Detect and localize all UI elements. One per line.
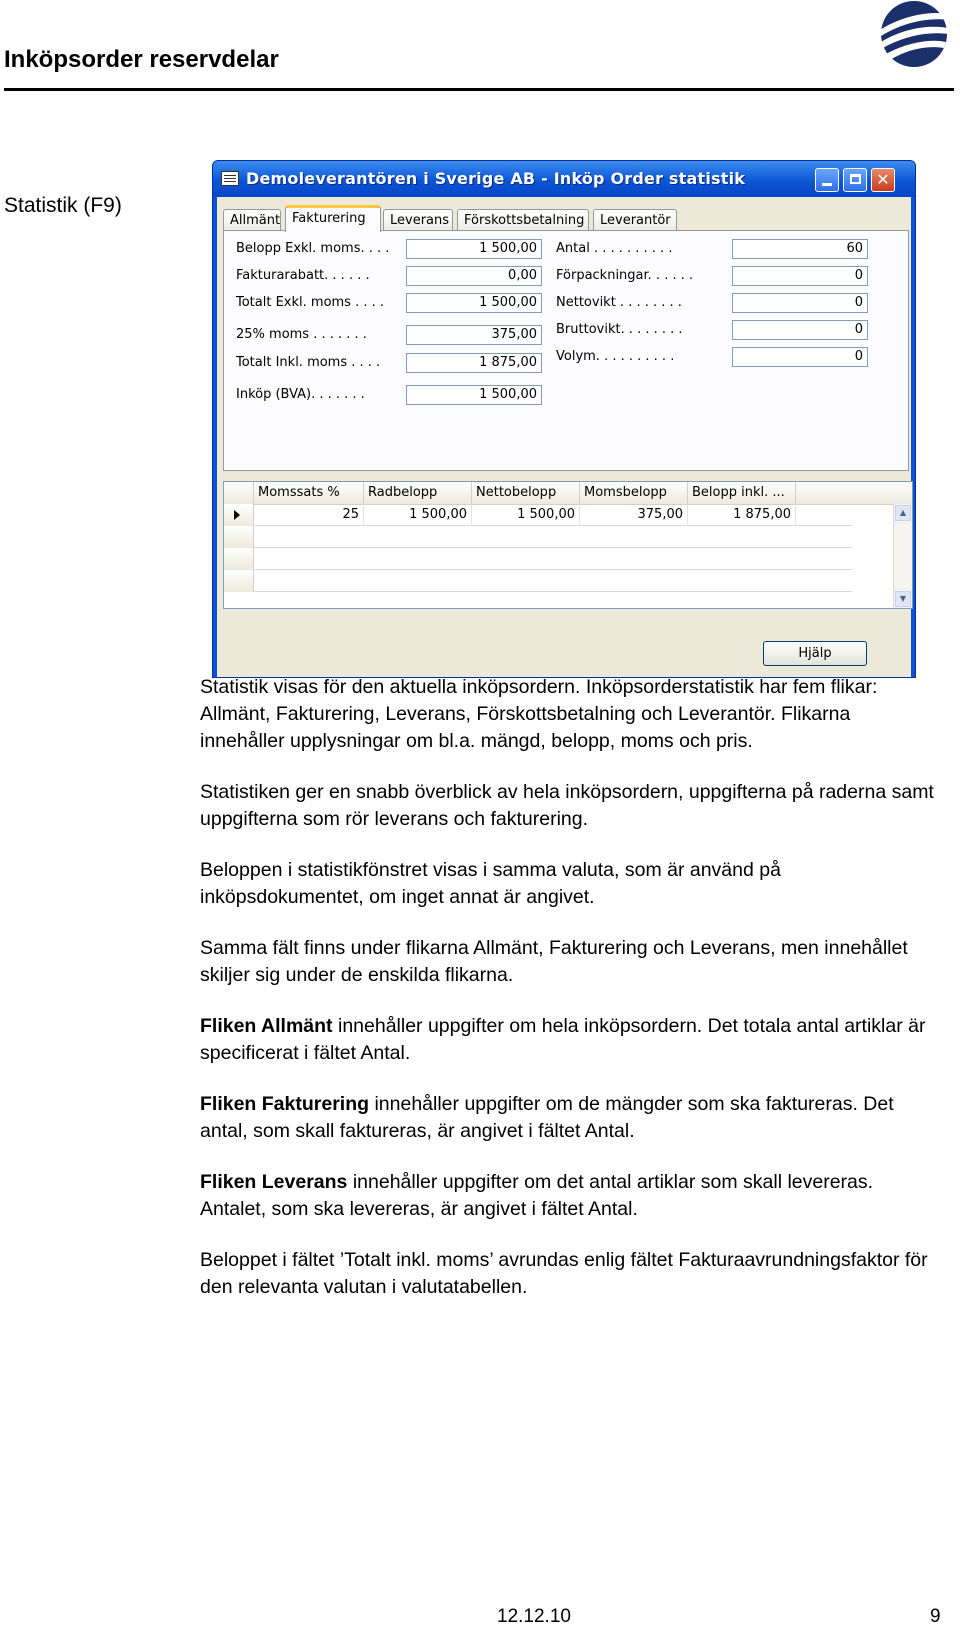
tab-forskottsbetalning[interactable]: Förskottsbetalning bbox=[457, 209, 589, 231]
grid-cell[interactable]: 25 bbox=[254, 504, 364, 526]
field-value[interactable]: 375,00 bbox=[406, 325, 542, 345]
field-label: Totalt Exkl. moms . . . . bbox=[236, 295, 385, 310]
paragraph-text: innehåller uppgifter om hela inköpsordern. Det totala antal artiklar är specificerat i fältet Antal. bbox=[200, 1015, 926, 1064]
window-title: Demoleverantören i Sverige AB - Inköp Order statistik bbox=[246, 169, 746, 188]
field-value[interactable]: 0 bbox=[732, 293, 868, 313]
paragraph-text: innehåller uppgifter om de mängder som ska faktureras. Det antal, som skall faktureras, är angivet i fältet Antal. bbox=[200, 1093, 894, 1142]
paragraph: Samma fält finns under flikarna Allmänt, Fakturering och Leverans, men innehållet skiljer sig under de enskilda flikarna. bbox=[200, 937, 908, 986]
field-value[interactable]: 1 500,00 bbox=[406, 385, 542, 405]
field-label: Antal . . . . . . . . . . bbox=[556, 241, 673, 256]
field-value[interactable]: 1 500,00 bbox=[406, 239, 542, 259]
paragraph bbox=[200, 1091, 940, 1145]
grid-cell[interactable]: 1 500,00 bbox=[472, 504, 580, 526]
field-label: Totalt Inkl. moms . . . . bbox=[236, 355, 381, 370]
window-titlebar[interactable] bbox=[213, 161, 915, 197]
page-title: Inköpsorder reservdelar bbox=[4, 46, 279, 73]
field-label: Förpackningar. . . . . . bbox=[556, 268, 694, 283]
company-logo bbox=[878, 0, 950, 68]
field-value[interactable]: 0 bbox=[732, 347, 868, 367]
grid-cell[interactable]: 1 875,00 bbox=[688, 504, 796, 526]
close-icon: ✕ bbox=[876, 170, 890, 189]
paragraph-heading: Fliken Allmänt bbox=[200, 1015, 333, 1037]
field-label: Fakturarabatt. . . . . . bbox=[236, 268, 370, 283]
vat-grid bbox=[223, 481, 913, 609]
field-value[interactable]: 1 875,00 bbox=[406, 353, 542, 373]
tab-leverantor[interactable]: Leverantör bbox=[593, 209, 677, 231]
grid-cell[interactable]: 375,00 bbox=[580, 504, 688, 526]
footer-date: 12.12.10 bbox=[497, 1606, 571, 1627]
page-number: 9 bbox=[930, 1606, 941, 1627]
table-row[interactable] bbox=[224, 570, 852, 592]
paragraph: Beloppet i fältet ’Totalt inkl. moms’ avrundas enlig fältet Fakturaavrundningsfaktor för den relevanta valutan i valutatabellen. bbox=[200, 1249, 928, 1298]
current-row-icon bbox=[234, 510, 240, 520]
field-value[interactable]: 0,00 bbox=[406, 266, 542, 286]
paragraph: Statistik visas för den aktuella inköpsordern. Inköpsorderstatistik har fem flikar: Allmänt, Fakturering, Leverans, Förskottsbetalning och Leverantör. Flikarna innehåller upplysningar om bl.a. mängd, belopp, moms och pris. bbox=[200, 676, 878, 752]
grid-corner bbox=[224, 482, 254, 504]
table-row[interactable] bbox=[224, 548, 852, 570]
field-label: Bruttovikt. . . . . . . . bbox=[556, 322, 683, 337]
section-label: Statistik (F9) bbox=[4, 194, 122, 217]
tab-panel bbox=[223, 230, 909, 471]
field-value[interactable]: 1 500,00 bbox=[406, 293, 542, 313]
column-header[interactable]: Belopp inkl. ... bbox=[688, 482, 796, 504]
row-selector[interactable] bbox=[224, 548, 254, 570]
column-header[interactable]: Nettobelopp bbox=[472, 482, 580, 504]
window-body bbox=[217, 197, 911, 677]
grid-header bbox=[224, 482, 912, 505]
maximize-button[interactable] bbox=[843, 168, 867, 192]
title-divider bbox=[4, 88, 954, 91]
column-header[interactable]: Momssats % bbox=[254, 482, 364, 504]
field-label: 25% moms . . . . . . . bbox=[236, 327, 367, 342]
paragraph-heading: Fliken Fakturering bbox=[200, 1093, 370, 1115]
row-selector[interactable] bbox=[224, 504, 254, 526]
paragraph bbox=[200, 1169, 940, 1223]
scroll-up-icon[interactable]: ▲ bbox=[895, 505, 911, 521]
table-row[interactable] bbox=[224, 526, 852, 548]
window-form-icon bbox=[221, 171, 239, 186]
field-value[interactable]: 0 bbox=[732, 266, 868, 286]
column-header[interactable]: Momsbelopp bbox=[580, 482, 688, 504]
table-row[interactable] bbox=[224, 504, 852, 526]
scroll-down-icon[interactable]: ▼ bbox=[895, 591, 911, 607]
minimize-icon bbox=[822, 183, 832, 186]
statistics-window bbox=[212, 160, 916, 678]
minimize-button[interactable] bbox=[815, 168, 839, 192]
field-value[interactable]: 0 bbox=[732, 320, 868, 340]
field-label: Volym. . . . . . . . . . bbox=[556, 349, 675, 364]
paragraph: Beloppen i statistikfönstret visas i samma valuta, som är använd på inköpsdokumentet, om inget annat är angivet. bbox=[200, 859, 781, 908]
help-button[interactable]: Hjälp bbox=[763, 641, 867, 666]
field-label: Belopp Exkl. moms. . . . bbox=[236, 241, 390, 256]
field-label: Inköp (BVA). . . . . . . bbox=[236, 387, 365, 402]
tab-allmant[interactable]: Allmänt bbox=[223, 209, 281, 231]
field-label: Nettovikt . . . . . . . . bbox=[556, 295, 682, 310]
maximize-icon bbox=[850, 174, 861, 184]
close-button[interactable] bbox=[871, 168, 895, 192]
paragraph-heading: Fliken Leverans bbox=[200, 1171, 348, 1193]
paragraph bbox=[200, 1013, 940, 1067]
tab-fakturering[interactable]: Fakturering bbox=[285, 205, 381, 232]
row-selector[interactable] bbox=[224, 570, 254, 592]
row-selector[interactable] bbox=[224, 526, 254, 548]
tab-leverans[interactable]: Leverans bbox=[383, 209, 453, 231]
grid-cell[interactable]: 1 500,00 bbox=[364, 504, 472, 526]
paragraph: Statistiken ger en snabb överblick av hela inköpsordern, uppgifterna på raderna samt uppgifterna som rör leverans och fakturering. bbox=[200, 781, 934, 830]
column-header[interactable]: Radbelopp bbox=[364, 482, 472, 504]
paragraph-text: innehåller uppgifter om det antal artiklar som skall levereras. Antalet, som ska levereras, är angivet i fältet Antal. bbox=[200, 1171, 874, 1220]
grid-scrollbar[interactable] bbox=[893, 504, 912, 608]
field-value[interactable]: 60 bbox=[732, 239, 868, 259]
